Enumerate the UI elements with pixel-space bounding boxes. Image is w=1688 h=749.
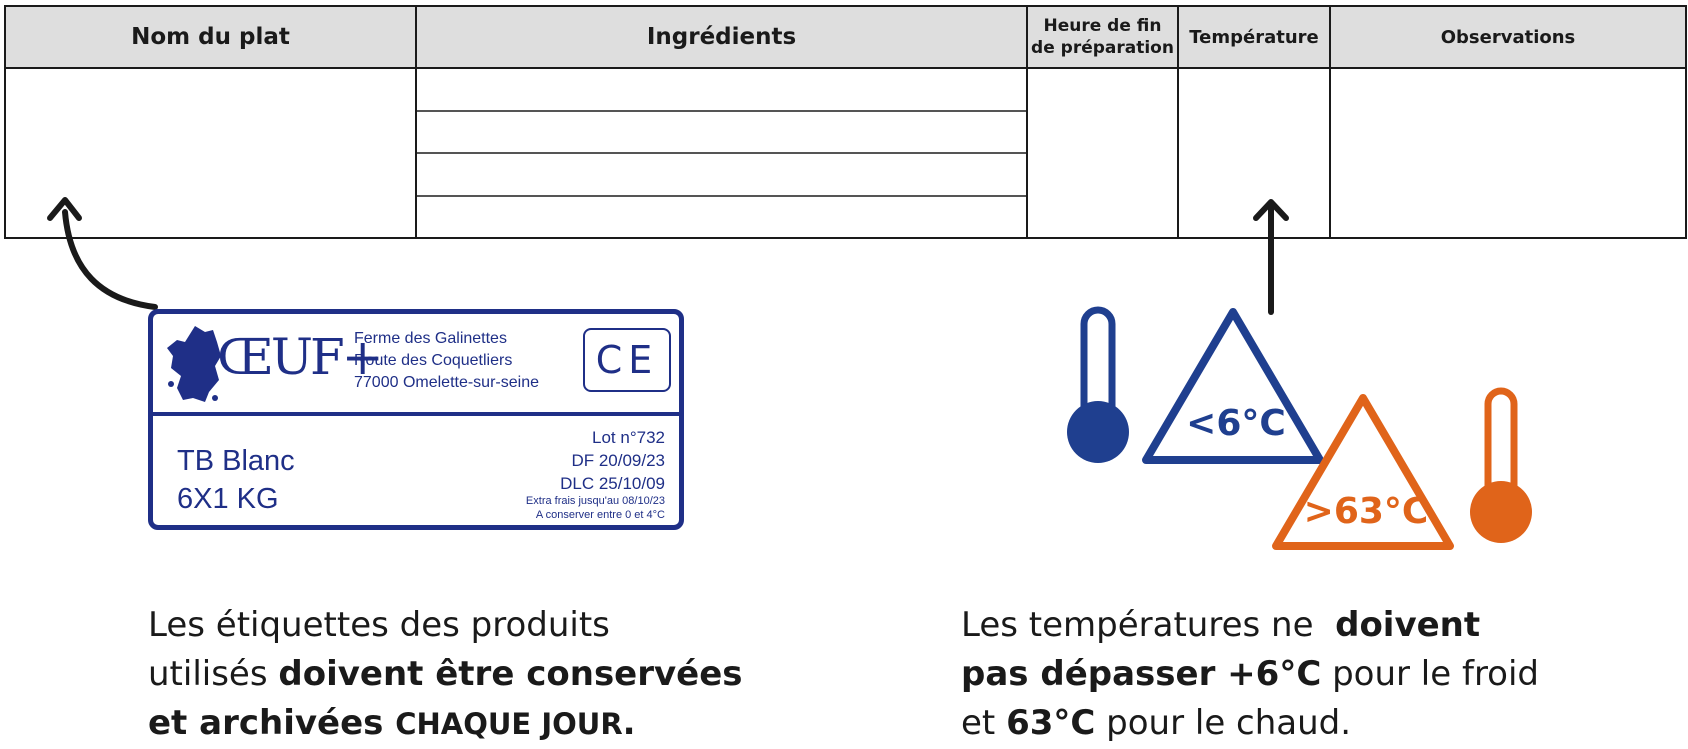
brand-logo-text: ŒUF+ xyxy=(217,328,381,386)
lot-line: DLC 25/10/09 xyxy=(560,474,665,493)
ingredient-line[interactable] xyxy=(417,112,1026,155)
farm-line: Route des Coquetliers xyxy=(354,352,513,369)
lot-info xyxy=(560,426,665,495)
cell-observations[interactable] xyxy=(1330,68,1686,238)
cell-end-time[interactable] xyxy=(1027,68,1178,238)
cell-temperature[interactable] xyxy=(1178,68,1330,238)
haccp-log-table xyxy=(4,5,1685,239)
caption-text: pour le chaud. xyxy=(1095,703,1352,743)
table-row xyxy=(5,68,1686,238)
ingredient-line[interactable] xyxy=(417,197,1026,238)
cold-thermometer-icon xyxy=(1067,310,1129,463)
caption-emphasis: 63°C xyxy=(1006,703,1096,743)
ingredient-line[interactable] xyxy=(417,154,1026,197)
table-header-row xyxy=(5,6,1686,68)
caption-line xyxy=(148,699,743,749)
caption-text: utilisés xyxy=(148,654,279,694)
hot-limit-triangle xyxy=(1276,398,1450,546)
note-line: Extra frais jusqu'au 08/10/23 xyxy=(525,495,665,507)
ingredient-line[interactable] xyxy=(417,69,1026,112)
cell-dish-name[interactable] xyxy=(5,68,416,238)
note-line: A conserver entre 0 et 4°C xyxy=(535,509,665,521)
hot-thermometer-icon xyxy=(1470,391,1532,543)
label-header xyxy=(153,314,679,416)
storage-notes xyxy=(526,494,665,522)
product-line: 6X1 KG xyxy=(177,483,279,515)
caption-line xyxy=(961,699,1539,748)
farm-line: Ferme des Galinettes xyxy=(354,330,507,347)
caption-line xyxy=(961,650,1539,699)
header-ingredients: Ingrédients xyxy=(416,6,1027,68)
caption-text: Les températures ne xyxy=(961,605,1336,645)
cold-limit-triangle xyxy=(1146,312,1320,460)
caption-line xyxy=(961,601,1539,650)
caption-emphasis: doivent être conservées xyxy=(278,654,743,694)
caption-line xyxy=(148,601,743,650)
product-line: TB Blanc xyxy=(177,445,295,477)
product-name xyxy=(177,442,295,518)
label-archive-caption xyxy=(148,601,743,749)
header-temperature: Température xyxy=(1178,6,1330,68)
caption-emphasis: pas dépasser +6°C xyxy=(961,654,1322,694)
caption-emphasis: et archivées xyxy=(148,703,396,743)
lot-line: Lot n°732 xyxy=(592,428,665,447)
temperature-limit-caption xyxy=(961,601,1539,748)
caption-line xyxy=(148,650,743,699)
lot-line: DF 20/09/23 xyxy=(571,451,665,470)
farm-address xyxy=(354,328,539,394)
caption-text: pour le froid xyxy=(1321,654,1540,694)
log-table xyxy=(4,5,1687,239)
ce-mark: CE xyxy=(583,328,671,392)
cold-limit-text: <6°C xyxy=(1186,403,1286,444)
header-observations: Observations xyxy=(1330,6,1686,68)
france-map-icon xyxy=(165,322,223,404)
caption-text: et xyxy=(961,703,1007,743)
egg-product-label xyxy=(148,309,684,530)
temperature-limits-graphic xyxy=(1050,300,1550,560)
cell-ingredients[interactable] xyxy=(416,68,1027,238)
caption-emphasis: doivent xyxy=(1335,605,1481,645)
caption-text: Les étiquettes des produits xyxy=(148,605,610,645)
caption-emphasis: . xyxy=(622,703,636,743)
ingredient-lines xyxy=(417,69,1026,237)
hot-limit-text: >63°C xyxy=(1303,491,1429,532)
header-end-time: Heure de fin de préparation xyxy=(1027,6,1178,68)
header-dish-name: Nom du plat xyxy=(5,6,416,68)
caption-emphasis: CHAQUE JOUR xyxy=(395,707,623,741)
farm-line: 77000 Omelette-sur-seine xyxy=(354,374,539,391)
